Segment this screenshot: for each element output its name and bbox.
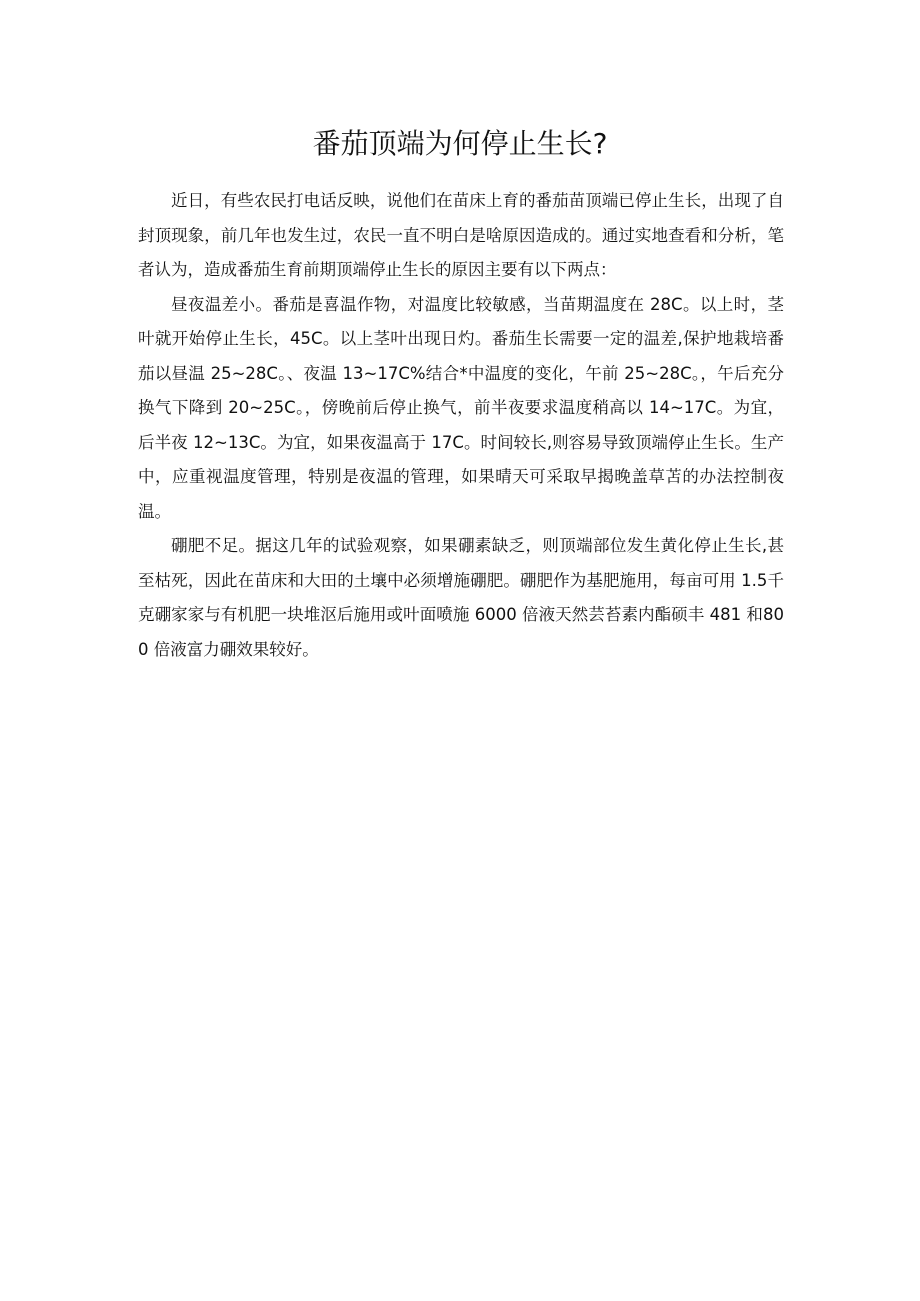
paragraph-boron: 硼肥不足。据这几年的试验观察，如果硼素缺乏，则顶端部位发生黄化停止生长,甚至枯死，因此在苗床和大田的土壤中必须增施硼肥。硼肥作为基肥施用，每亩可用 1.5千克硼家家与有机肥一块堆沤后施用或叶面喷施 6000 倍液天然芸苔素内酯硕丰 481 和800 倍液富力硼效果较好。 [138, 536, 784, 659]
paragraph-intro: 近日，有些农民打电话反映，说他们在苗床上育的番茄苗顶端已停止生长，出现了自封顶现象，前几年也发生过，农民一直不明白是啥原因造成的。通过实地查看和分析，笔者认为，造成番茄生育前期顶端停止生长的原因主要有以下两点： [138, 191, 784, 279]
document-title: 番茄顶端为何停止生长? [312, 127, 608, 160]
paragraph-temperature: 昼夜温差小。番茄是喜温作物，对温度比较敏感，当苗期温度在 28C。以上时，茎叶就开始停止生长，45C。以上茎叶出现日灼。番茄生长需要一定的温差,保护地栽培番茄以昼温 25~28C。、夜温 13~17C%结合*中温度的变化，午前 25~28C。，午后充分换气下降到 20~25C。，傍晚前后停止换气，前半夜要求温度稍高以 14~17C。为宜，后半夜 12~13C。为宜，如果夜温高于 17C。时间较长,则容易导致顶端停止生长。生产中，应重视温度管理，特别是夜温的管理，如果晴天可采取早揭晚盖草苫的办法控制夜温。 [138, 294, 784, 521]
document-body [138, 184, 784, 667]
